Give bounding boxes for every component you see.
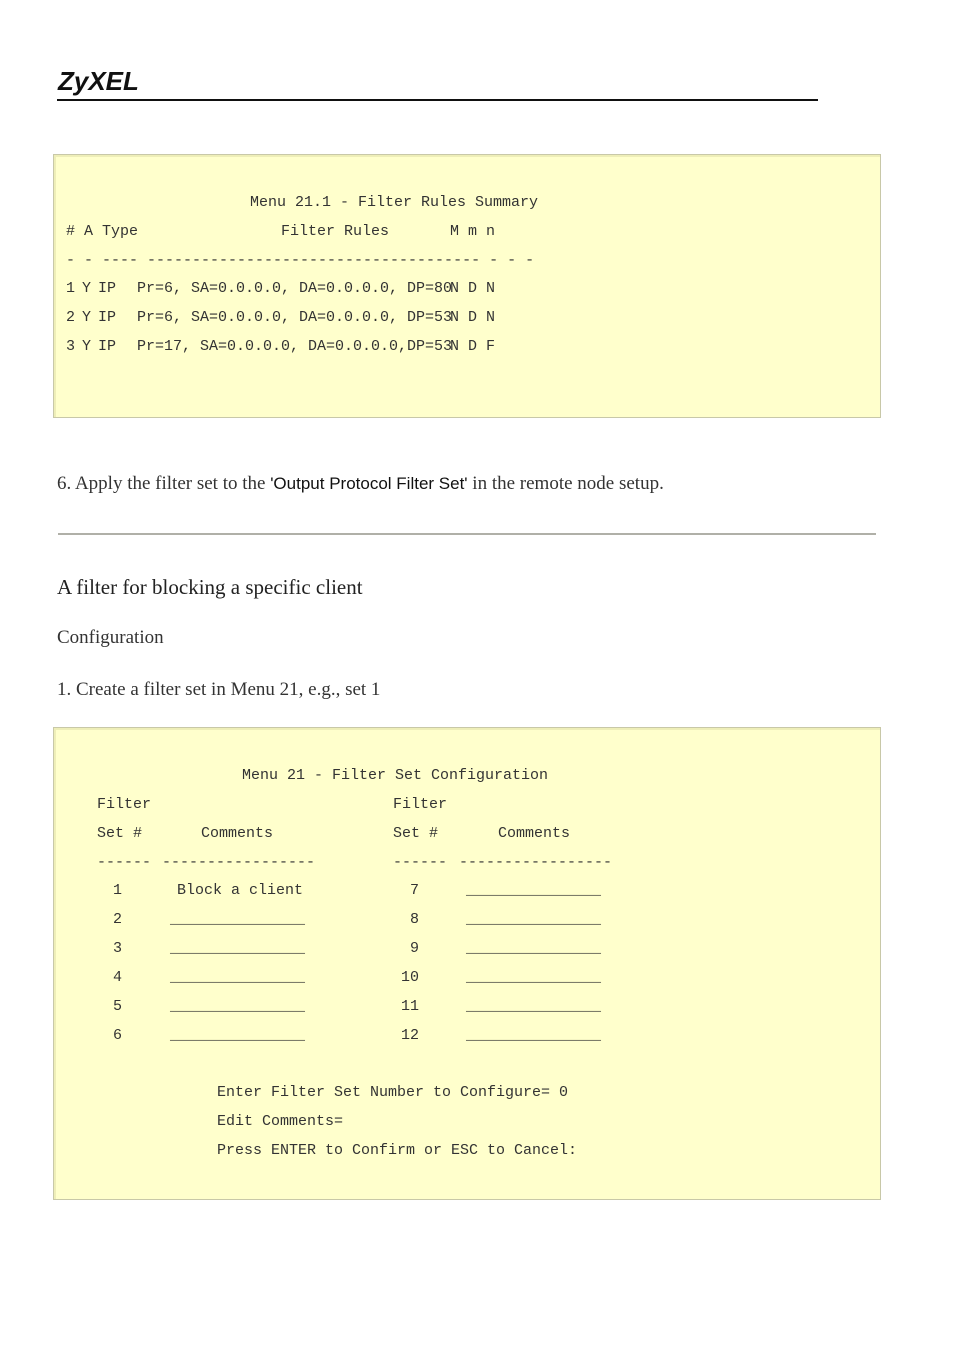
column-header-type: # A Type (66, 223, 139, 240)
output-protocol-filter-set-label: 'Output Protocol Filter Set' (270, 474, 468, 493)
right-header-filter: Filter (393, 796, 448, 813)
rule-num: 2 (66, 309, 76, 326)
rule-flags: N D F (450, 338, 496, 355)
set-number: 8 (410, 911, 420, 928)
set-number: 4 (113, 969, 123, 986)
set-comment: _______________ (466, 940, 602, 957)
set-comment: _______________ (466, 911, 602, 928)
rule-text: Pr=17, SA=0.0.0.0, DA=0.0.0.0,DP=53 (137, 338, 453, 355)
step-6-paragraph (57, 473, 664, 495)
rule-num: 3 (66, 338, 76, 355)
set-comment: _______________ (466, 882, 602, 899)
rule-flags: N D N (450, 280, 496, 297)
configuration-label: Configuration (57, 627, 164, 648)
right-comment-dash: ----------------- (459, 854, 613, 871)
set-comment: _______________ (170, 911, 306, 928)
filter-set-configuration-terminal (53, 727, 881, 1200)
rule-active: Y (82, 309, 92, 326)
set-number: 2 (113, 911, 123, 928)
filter-rules-summary-terminal (53, 154, 881, 418)
set-number: 1 (113, 882, 123, 899)
left-comment-dash: ----------------- (162, 854, 316, 871)
left-header-filter: Filter (97, 796, 152, 813)
right-header-set: Set # (393, 825, 439, 842)
rule-active: Y (82, 280, 92, 297)
right-set-dash: ------ (393, 854, 448, 871)
set-comment: _______________ (170, 998, 306, 1015)
set-number: 11 (401, 998, 420, 1015)
rule-num: 1 (66, 280, 76, 297)
prompt-filter-set-number: Enter Filter Set Number to Configure= 0 (217, 1084, 569, 1101)
menu-title: Menu 21 - Filter Set Configuration (242, 767, 549, 784)
set-number: 3 (113, 940, 123, 957)
rule-type: IP (98, 309, 117, 326)
set-comment: _______________ (466, 998, 602, 1015)
section-divider (58, 533, 876, 535)
left-header-set: Set # (97, 825, 143, 842)
menu-title: Menu 21.1 - Filter Rules Summary (250, 194, 539, 211)
set-comment: _______________ (466, 969, 602, 986)
section-heading: A filter for blocking a specific client (57, 575, 363, 599)
prompt-confirm: Press ENTER to Confirm or ESC to Cancel: (217, 1142, 578, 1159)
column-header-rules: Filter Rules (281, 223, 390, 240)
set-number: 9 (410, 940, 420, 957)
rule-active: Y (82, 338, 92, 355)
zyxel-logo: ZyXEL (58, 66, 139, 96)
set-comment: Block a client (177, 882, 304, 899)
set-number: 12 (401, 1027, 420, 1044)
rule-type: IP (98, 338, 117, 355)
set-comment: _______________ (170, 1027, 306, 1044)
rule-flags: N D N (450, 309, 496, 326)
rule-text: Pr=6, SA=0.0.0.0, DA=0.0.0.0, DP=80 (137, 280, 453, 297)
step-1-paragraph: 1. Create a filter set in Menu 21, e.g., set 1 (57, 679, 381, 700)
rule-text: Pr=6, SA=0.0.0.0, DA=0.0.0.0, DP=53 (137, 309, 453, 326)
step-6-text: 6. Apply the filter set to the (57, 473, 271, 494)
column-header-flags: M m n (450, 223, 496, 240)
prompt-edit-comments: Edit Comments= (217, 1113, 344, 1130)
header-rule (57, 99, 818, 101)
separator: - - ---- ------------------------------------- - - - (66, 252, 535, 269)
set-comment: _______________ (466, 1027, 602, 1044)
set-comment: _______________ (170, 940, 306, 957)
set-number: 5 (113, 998, 123, 1015)
right-header-comments: Comments (498, 825, 571, 842)
left-header-comments: Comments (201, 825, 274, 842)
rule-type: IP (98, 280, 117, 297)
step-6-text-end: in the remote node setup. (467, 473, 664, 494)
left-set-dash: ------ (97, 854, 152, 871)
set-number: 10 (401, 969, 420, 986)
set-comment: _______________ (170, 969, 306, 986)
set-number: 7 (410, 882, 420, 899)
set-number: 6 (113, 1027, 123, 1044)
